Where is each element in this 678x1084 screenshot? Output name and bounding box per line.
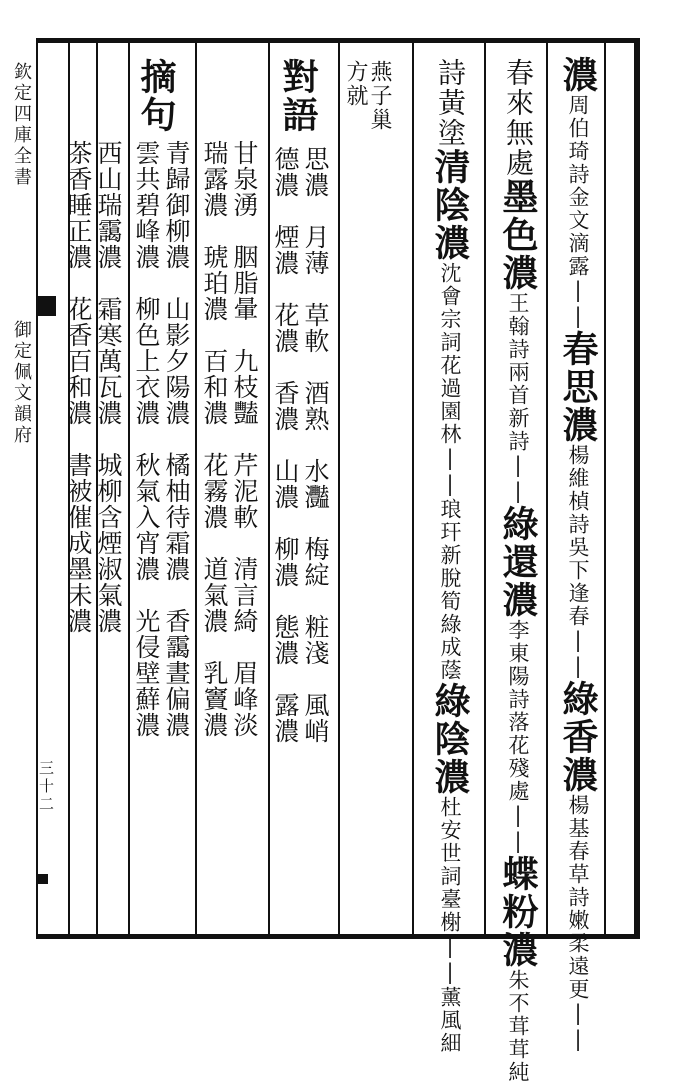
- column-rule: [546, 43, 548, 934]
- text: 青歸御柳濃 山影夕陽濃 橘柚待霜濃 香靄晝偏濃: [162, 140, 191, 738]
- headword: 清陰濃: [429, 148, 471, 262]
- headword: 綠香濃: [557, 680, 599, 794]
- source: 楊基春草詩嫩柔遠更||: [566, 794, 590, 1053]
- column-8-left: [66, 140, 91, 634]
- text: 西山瑞靄濃 霜寒萬瓦濃 城柳含煙淑氣濃: [94, 140, 123, 634]
- text: 雲共碧峰濃 柳色上衣濃 秋氣入宵濃 光侵壁蘚濃: [132, 140, 161, 738]
- text: 甘泉湧 胭脂暈 九枝豔 芹泥軟 清言綺 眉峰淡: [230, 140, 259, 738]
- section-heading: 對語: [277, 58, 319, 134]
- text: 德濃 煙濃 花濃 香濃 山濃 柳濃 態濃 露濃: [271, 146, 300, 744]
- headword: 蝶粉濃: [497, 855, 539, 969]
- source: 楊維楨詩吳下逢春||: [566, 444, 590, 680]
- fold-edge-text-top: 欽定四庫全書: [11, 62, 32, 188]
- text: 思濃 月薄 草軟 酒熟 水灩 梅綻 粧淺 風峭: [301, 146, 330, 744]
- source: 王翰詩兩首新詩||: [506, 292, 530, 505]
- source: 杜安世詞臺榭||薰風細: [438, 796, 462, 1055]
- column-rule: [604, 43, 606, 934]
- column-7-right: [164, 140, 189, 738]
- column-rule: [195, 43, 197, 934]
- text: 茶香睡正濃 花香百和濃 書被催成墨未濃: [64, 140, 93, 634]
- column-1: [557, 56, 599, 1053]
- source: 沈會宗詞花過園林||琅玕新脫筍綠成蔭: [438, 262, 462, 682]
- column-5-pairs-left: [273, 146, 298, 744]
- headword: 墨色濃: [497, 178, 539, 292]
- column-rule: [268, 43, 270, 934]
- column-2: [497, 58, 539, 1084]
- text: 瑞露濃 琥珀濃 百和濃 花霧濃 道氣濃 乳竇濃: [200, 140, 229, 738]
- column-5: [277, 58, 319, 134]
- column-6-right: [232, 140, 257, 738]
- column-rule: [484, 43, 486, 934]
- column-8-right: [96, 140, 121, 634]
- frame-right-rule: [634, 38, 640, 939]
- text: 詩黃塗: [434, 58, 467, 148]
- fold-edge-book-title: 御定佩文韻府: [11, 320, 32, 446]
- column-7-left: [134, 140, 159, 738]
- source: 朱不茸茸純: [506, 969, 530, 1084]
- page-number: 三十二: [37, 760, 55, 814]
- headword: 濃: [557, 56, 599, 94]
- column-rule: [128, 43, 130, 934]
- column-4: [368, 60, 390, 132]
- text: 方就: [343, 60, 368, 108]
- headword: 綠還濃: [497, 505, 539, 619]
- headword: 春思濃: [557, 330, 599, 444]
- column-5-pairs-right: [303, 146, 328, 744]
- fold-block-top: [36, 296, 56, 316]
- fold-block-bottom: [36, 874, 48, 884]
- column-rule: [412, 43, 414, 934]
- text: 燕子巢: [367, 60, 392, 132]
- column-7: [135, 58, 177, 134]
- headword: 綠陰濃: [429, 682, 471, 796]
- frame-bottom-rule: [36, 934, 640, 939]
- column-rule: [338, 43, 340, 934]
- column-6-left: [202, 140, 227, 738]
- section-heading: 摘句: [135, 58, 177, 134]
- source: 周伯琦詩金文滴露||: [566, 94, 590, 330]
- source: 李東陽詩落花殘處||: [506, 619, 530, 855]
- column-3: [429, 58, 471, 1055]
- column-4b: [344, 60, 366, 108]
- text: 春來無處: [502, 58, 535, 178]
